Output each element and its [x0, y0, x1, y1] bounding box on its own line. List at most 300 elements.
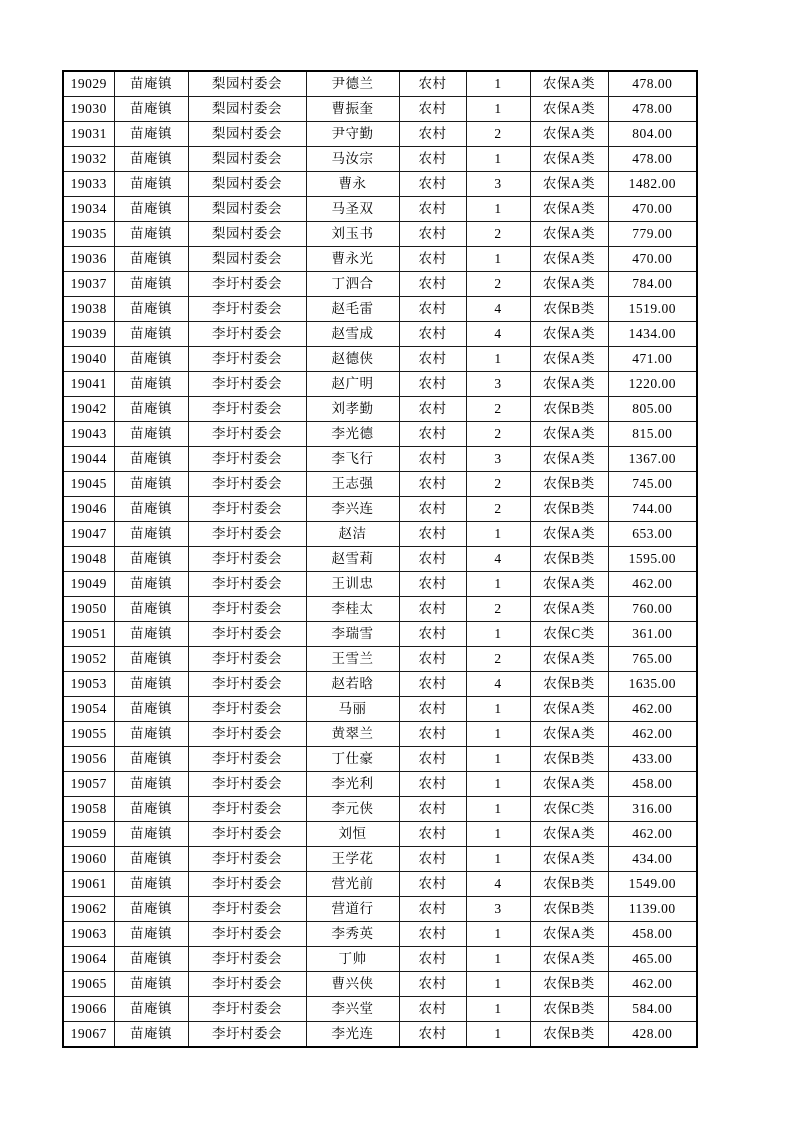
- cell-amount: 584.00: [608, 997, 697, 1022]
- cell-amount: 765.00: [608, 647, 697, 672]
- table-row: [63, 547, 697, 572]
- cell-town: 苗庵镇: [114, 997, 188, 1022]
- cell-category: 农村: [399, 997, 466, 1022]
- cell-person-count: 1: [466, 697, 530, 722]
- cell-village: 梨园村委会: [188, 97, 306, 122]
- cell-category: 农村: [399, 372, 466, 397]
- cell-village: 李圩村委会: [188, 622, 306, 647]
- cell-insurance-type: 农保A类: [530, 222, 608, 247]
- cell-insurance-type: 农保B类: [530, 472, 608, 497]
- cell-person-count: 2: [466, 272, 530, 297]
- cell-person-name: 丁泗合: [306, 272, 399, 297]
- cell-person-name: 王训忠: [306, 572, 399, 597]
- cell-person-name: 李兴堂: [306, 997, 399, 1022]
- table-row: [63, 497, 697, 522]
- cell-row-id: 19045: [63, 472, 114, 497]
- table-body: [63, 71, 697, 1047]
- cell-town: 苗庵镇: [114, 172, 188, 197]
- table-row: [63, 572, 697, 597]
- cell-amount: 458.00: [608, 922, 697, 947]
- cell-person-name: 李瑞雪: [306, 622, 399, 647]
- cell-village: 李圩村委会: [188, 997, 306, 1022]
- table-row: [63, 872, 697, 897]
- cell-insurance-type: 农保B类: [530, 972, 608, 997]
- cell-village: 梨园村委会: [188, 222, 306, 247]
- cell-person-count: 1: [466, 1022, 530, 1048]
- cell-category: 农村: [399, 247, 466, 272]
- cell-village: 李圩村委会: [188, 447, 306, 472]
- cell-category: 农村: [399, 71, 466, 97]
- cell-town: 苗庵镇: [114, 647, 188, 672]
- cell-person-name: 王志强: [306, 472, 399, 497]
- cell-village: 梨园村委会: [188, 247, 306, 272]
- cell-amount: 1519.00: [608, 297, 697, 322]
- cell-town: 苗庵镇: [114, 97, 188, 122]
- cell-village: 李圩村委会: [188, 397, 306, 422]
- cell-category: 农村: [399, 322, 466, 347]
- cell-insurance-type: 农保A类: [530, 772, 608, 797]
- table-row: [63, 972, 697, 997]
- table-row: [63, 772, 697, 797]
- cell-row-id: 19043: [63, 422, 114, 447]
- cell-row-id: 19049: [63, 572, 114, 597]
- cell-category: 农村: [399, 797, 466, 822]
- cell-row-id: 19057: [63, 772, 114, 797]
- table-row: [63, 647, 697, 672]
- cell-row-id: 19061: [63, 872, 114, 897]
- cell-town: 苗庵镇: [114, 522, 188, 547]
- cell-row-id: 19034: [63, 197, 114, 222]
- cell-insurance-type: 农保A类: [530, 247, 608, 272]
- cell-category: 农村: [399, 397, 466, 422]
- cell-village: 李圩村委会: [188, 722, 306, 747]
- table-row: [63, 1022, 697, 1048]
- cell-row-id: 19059: [63, 822, 114, 847]
- cell-category: 农村: [399, 947, 466, 972]
- cell-insurance-type: 农保A类: [530, 197, 608, 222]
- cell-village: 李圩村委会: [188, 797, 306, 822]
- cell-category: 农村: [399, 1022, 466, 1048]
- cell-category: 农村: [399, 597, 466, 622]
- cell-row-id: 19032: [63, 147, 114, 172]
- cell-row-id: 19052: [63, 647, 114, 672]
- cell-category: 农村: [399, 697, 466, 722]
- cell-person-name: 赵若晗: [306, 672, 399, 697]
- cell-amount: 784.00: [608, 272, 697, 297]
- cell-insurance-type: 农保A类: [530, 922, 608, 947]
- cell-row-id: 19038: [63, 297, 114, 322]
- cell-person-name: 丁仕豪: [306, 747, 399, 772]
- cell-village: 李圩村委会: [188, 697, 306, 722]
- cell-category: 农村: [399, 722, 466, 747]
- cell-row-id: 19064: [63, 947, 114, 972]
- cell-amount: 1139.00: [608, 897, 697, 922]
- cell-category: 农村: [399, 497, 466, 522]
- table-row: [63, 797, 697, 822]
- cell-town: 苗庵镇: [114, 297, 188, 322]
- cell-person-count: 4: [466, 297, 530, 322]
- cell-amount: 471.00: [608, 347, 697, 372]
- cell-row-id: 19037: [63, 272, 114, 297]
- cell-category: 农村: [399, 647, 466, 672]
- cell-village: 李圩村委会: [188, 422, 306, 447]
- cell-row-id: 19050: [63, 597, 114, 622]
- cell-row-id: 19054: [63, 697, 114, 722]
- cell-person-count: 4: [466, 672, 530, 697]
- cell-person-count: 4: [466, 872, 530, 897]
- cell-town: 苗庵镇: [114, 597, 188, 622]
- cell-person-count: 2: [466, 422, 530, 447]
- cell-category: 农村: [399, 847, 466, 872]
- cell-insurance-type: 农保A类: [530, 822, 608, 847]
- cell-village: 李圩村委会: [188, 372, 306, 397]
- cell-category: 农村: [399, 747, 466, 772]
- cell-insurance-type: 农保A类: [530, 447, 608, 472]
- cell-amount: 760.00: [608, 597, 697, 622]
- cell-village: 梨园村委会: [188, 147, 306, 172]
- cell-person-count: 2: [466, 647, 530, 672]
- cell-person-name: 赵雪成: [306, 322, 399, 347]
- cell-village: 李圩村委会: [188, 847, 306, 872]
- cell-person-name: 赵洁: [306, 522, 399, 547]
- cell-insurance-type: 农保A类: [530, 647, 608, 672]
- cell-insurance-type: 农保B类: [530, 547, 608, 572]
- cell-row-id: 19067: [63, 1022, 114, 1048]
- cell-row-id: 19063: [63, 922, 114, 947]
- cell-village: 李圩村委会: [188, 297, 306, 322]
- table-row: [63, 272, 697, 297]
- cell-person-name: 马汝宗: [306, 147, 399, 172]
- cell-person-name: 李飞行: [306, 447, 399, 472]
- cell-village: 李圩村委会: [188, 347, 306, 372]
- cell-insurance-type: 农保B类: [530, 497, 608, 522]
- cell-town: 苗庵镇: [114, 697, 188, 722]
- cell-town: 苗庵镇: [114, 672, 188, 697]
- cell-village: 李圩村委会: [188, 522, 306, 547]
- cell-person-name: 刘孝勤: [306, 397, 399, 422]
- cell-town: 苗庵镇: [114, 922, 188, 947]
- cell-insurance-type: 农保A类: [530, 147, 608, 172]
- table-row: [63, 422, 697, 447]
- cell-town: 苗庵镇: [114, 772, 188, 797]
- cell-town: 苗庵镇: [114, 747, 188, 772]
- cell-person-count: 1: [466, 747, 530, 772]
- cell-insurance-type: 农保A类: [530, 697, 608, 722]
- table-row: [63, 122, 697, 147]
- cell-category: 农村: [399, 547, 466, 572]
- table-row: [63, 97, 697, 122]
- cell-insurance-type: 农保A类: [530, 122, 608, 147]
- cell-amount: 1635.00: [608, 672, 697, 697]
- cell-village: 李圩村委会: [188, 672, 306, 697]
- cell-insurance-type: 农保A类: [530, 97, 608, 122]
- cell-category: 农村: [399, 347, 466, 372]
- cell-person-name: 李光连: [306, 1022, 399, 1048]
- cell-town: 苗庵镇: [114, 797, 188, 822]
- cell-person-name: 赵广明: [306, 372, 399, 397]
- cell-insurance-type: 农保C类: [530, 797, 608, 822]
- cell-category: 农村: [399, 922, 466, 947]
- cell-insurance-type: 农保A类: [530, 847, 608, 872]
- cell-category: 农村: [399, 122, 466, 147]
- cell-village: 李圩村委会: [188, 472, 306, 497]
- cell-insurance-type: 农保B类: [530, 297, 608, 322]
- cell-row-id: 19051: [63, 622, 114, 647]
- cell-person-count: 1: [466, 772, 530, 797]
- table-row: [63, 397, 697, 422]
- cell-village: 梨园村委会: [188, 197, 306, 222]
- cell-row-id: 19065: [63, 972, 114, 997]
- cell-person-count: 1: [466, 622, 530, 647]
- cell-village: 李圩村委会: [188, 947, 306, 972]
- cell-person-name: 李桂太: [306, 597, 399, 622]
- cell-person-name: 李光利: [306, 772, 399, 797]
- cell-amount: 462.00: [608, 572, 697, 597]
- cell-village: 李圩村委会: [188, 822, 306, 847]
- cell-insurance-type: 农保B类: [530, 1022, 608, 1048]
- cell-town: 苗庵镇: [114, 422, 188, 447]
- table-row: [63, 172, 697, 197]
- cell-insurance-type: 农保A类: [530, 947, 608, 972]
- cell-town: 苗庵镇: [114, 147, 188, 172]
- cell-person-count: 3: [466, 897, 530, 922]
- cell-amount: 779.00: [608, 222, 697, 247]
- cell-person-name: 营光前: [306, 872, 399, 897]
- cell-row-id: 19058: [63, 797, 114, 822]
- cell-row-id: 19033: [63, 172, 114, 197]
- table-row: [63, 722, 697, 747]
- cell-person-name: 尹守勤: [306, 122, 399, 147]
- cell-town: 苗庵镇: [114, 897, 188, 922]
- cell-person-name: 李秀英: [306, 922, 399, 947]
- cell-person-name: 赵德侠: [306, 347, 399, 372]
- cell-amount: 470.00: [608, 197, 697, 222]
- table-row: [63, 472, 697, 497]
- cell-person-count: 1: [466, 147, 530, 172]
- cell-town: 苗庵镇: [114, 847, 188, 872]
- cell-amount: 1434.00: [608, 322, 697, 347]
- cell-person-count: 1: [466, 71, 530, 97]
- cell-person-name: 丁帅: [306, 947, 399, 972]
- benefit-table: [62, 70, 698, 1048]
- cell-amount: 815.00: [608, 422, 697, 447]
- cell-person-count: 1: [466, 847, 530, 872]
- cell-person-count: 4: [466, 322, 530, 347]
- cell-category: 农村: [399, 872, 466, 897]
- cell-person-name: 黄翠兰: [306, 722, 399, 747]
- cell-village: 梨园村委会: [188, 172, 306, 197]
- cell-insurance-type: 农保A类: [530, 347, 608, 372]
- cell-village: 李圩村委会: [188, 897, 306, 922]
- cell-person-name: 刘玉书: [306, 222, 399, 247]
- table-row: [63, 897, 697, 922]
- cell-town: 苗庵镇: [114, 122, 188, 147]
- cell-insurance-type: 农保A类: [530, 172, 608, 197]
- cell-amount: 433.00: [608, 747, 697, 772]
- table-row: [63, 597, 697, 622]
- cell-category: 农村: [399, 447, 466, 472]
- cell-category: 农村: [399, 97, 466, 122]
- cell-village: 李圩村委会: [188, 572, 306, 597]
- cell-insurance-type: 农保A类: [530, 71, 608, 97]
- table-row: [63, 247, 697, 272]
- cell-amount: 316.00: [608, 797, 697, 822]
- cell-amount: 462.00: [608, 822, 697, 847]
- cell-row-id: 19031: [63, 122, 114, 147]
- cell-amount: 465.00: [608, 947, 697, 972]
- cell-person-name: 赵雪莉: [306, 547, 399, 572]
- cell-person-name: 王雪兰: [306, 647, 399, 672]
- table-row: [63, 322, 697, 347]
- cell-amount: 428.00: [608, 1022, 697, 1048]
- cell-row-id: 19066: [63, 997, 114, 1022]
- cell-amount: 434.00: [608, 847, 697, 872]
- cell-amount: 458.00: [608, 772, 697, 797]
- cell-amount: 744.00: [608, 497, 697, 522]
- cell-town: 苗庵镇: [114, 197, 188, 222]
- cell-town: 苗庵镇: [114, 71, 188, 97]
- cell-person-count: 1: [466, 97, 530, 122]
- cell-row-id: 19040: [63, 347, 114, 372]
- cell-insurance-type: 农保B类: [530, 997, 608, 1022]
- cell-amount: 462.00: [608, 972, 697, 997]
- cell-person-name: 曹振奎: [306, 97, 399, 122]
- cell-town: 苗庵镇: [114, 1022, 188, 1048]
- cell-category: 农村: [399, 897, 466, 922]
- cell-person-count: 3: [466, 447, 530, 472]
- cell-person-count: 2: [466, 472, 530, 497]
- cell-row-id: 19055: [63, 722, 114, 747]
- cell-amount: 653.00: [608, 522, 697, 547]
- cell-village: 梨园村委会: [188, 71, 306, 97]
- cell-village: 李圩村委会: [188, 1022, 306, 1048]
- table-row: [63, 297, 697, 322]
- cell-person-name: 马丽: [306, 697, 399, 722]
- cell-town: 苗庵镇: [114, 397, 188, 422]
- cell-town: 苗庵镇: [114, 222, 188, 247]
- table-row: [63, 522, 697, 547]
- cell-person-name: 曹永光: [306, 247, 399, 272]
- table-row: [63, 147, 697, 172]
- table-row: [63, 747, 697, 772]
- cell-person-count: 1: [466, 247, 530, 272]
- cell-town: 苗庵镇: [114, 622, 188, 647]
- cell-person-count: 1: [466, 947, 530, 972]
- cell-person-name: 曹永: [306, 172, 399, 197]
- cell-category: 农村: [399, 297, 466, 322]
- cell-person-count: 1: [466, 972, 530, 997]
- cell-town: 苗庵镇: [114, 947, 188, 972]
- cell-village: 李圩村委会: [188, 497, 306, 522]
- cell-person-count: 2: [466, 222, 530, 247]
- cell-village: 李圩村委会: [188, 597, 306, 622]
- cell-person-count: 2: [466, 497, 530, 522]
- cell-row-id: 19029: [63, 71, 114, 97]
- cell-person-count: 4: [466, 547, 530, 572]
- cell-town: 苗庵镇: [114, 272, 188, 297]
- cell-village: 李圩村委会: [188, 322, 306, 347]
- cell-town: 苗庵镇: [114, 722, 188, 747]
- table-row: [63, 947, 697, 972]
- cell-person-count: 2: [466, 597, 530, 622]
- cell-person-count: 2: [466, 122, 530, 147]
- cell-insurance-type: 农保A类: [530, 722, 608, 747]
- cell-person-count: 1: [466, 922, 530, 947]
- cell-town: 苗庵镇: [114, 872, 188, 897]
- cell-amount: 462.00: [608, 697, 697, 722]
- cell-town: 苗庵镇: [114, 322, 188, 347]
- cell-village: 李圩村委会: [188, 972, 306, 997]
- cell-person-count: 1: [466, 997, 530, 1022]
- cell-row-id: 19041: [63, 372, 114, 397]
- table-row: [63, 222, 697, 247]
- cell-amount: 1367.00: [608, 447, 697, 472]
- cell-category: 农村: [399, 472, 466, 497]
- cell-category: 农村: [399, 172, 466, 197]
- cell-insurance-type: 农保A类: [530, 572, 608, 597]
- table-row: [63, 922, 697, 947]
- cell-person-name: 李光德: [306, 422, 399, 447]
- cell-amount: 478.00: [608, 97, 697, 122]
- table-row: [63, 697, 697, 722]
- cell-category: 农村: [399, 422, 466, 447]
- cell-person-count: 1: [466, 572, 530, 597]
- table-row: [63, 672, 697, 697]
- table-row: [63, 447, 697, 472]
- cell-amount: 470.00: [608, 247, 697, 272]
- cell-person-count: 3: [466, 372, 530, 397]
- table-row: [63, 847, 697, 872]
- cell-row-id: 19030: [63, 97, 114, 122]
- cell-row-id: 19036: [63, 247, 114, 272]
- table-row: [63, 997, 697, 1022]
- cell-amount: 1549.00: [608, 872, 697, 897]
- cell-amount: 361.00: [608, 622, 697, 647]
- cell-insurance-type: 农保A类: [530, 322, 608, 347]
- cell-village: 梨园村委会: [188, 122, 306, 147]
- cell-insurance-type: 农保A类: [530, 597, 608, 622]
- cell-amount: 1220.00: [608, 372, 697, 397]
- cell-insurance-type: 农保A类: [530, 272, 608, 297]
- cell-amount: 1595.00: [608, 547, 697, 572]
- cell-person-count: 1: [466, 797, 530, 822]
- cell-person-count: 1: [466, 197, 530, 222]
- cell-category: 农村: [399, 622, 466, 647]
- table-row: [63, 622, 697, 647]
- cell-village: 李圩村委会: [188, 772, 306, 797]
- cell-town: 苗庵镇: [114, 572, 188, 597]
- cell-row-id: 19042: [63, 397, 114, 422]
- cell-amount: 804.00: [608, 122, 697, 147]
- cell-village: 李圩村委会: [188, 272, 306, 297]
- cell-person-count: 1: [466, 722, 530, 747]
- cell-category: 农村: [399, 272, 466, 297]
- cell-person-count: 2: [466, 397, 530, 422]
- cell-person-count: 3: [466, 172, 530, 197]
- cell-insurance-type: 农保A类: [530, 372, 608, 397]
- cell-person-name: 李元侠: [306, 797, 399, 822]
- cell-row-id: 19035: [63, 222, 114, 247]
- cell-row-id: 19053: [63, 672, 114, 697]
- cell-row-id: 19044: [63, 447, 114, 472]
- cell-town: 苗庵镇: [114, 247, 188, 272]
- table-row: [63, 347, 697, 372]
- cell-row-id: 19046: [63, 497, 114, 522]
- cell-person-count: 1: [466, 822, 530, 847]
- cell-category: 农村: [399, 197, 466, 222]
- cell-town: 苗庵镇: [114, 347, 188, 372]
- cell-category: 农村: [399, 222, 466, 247]
